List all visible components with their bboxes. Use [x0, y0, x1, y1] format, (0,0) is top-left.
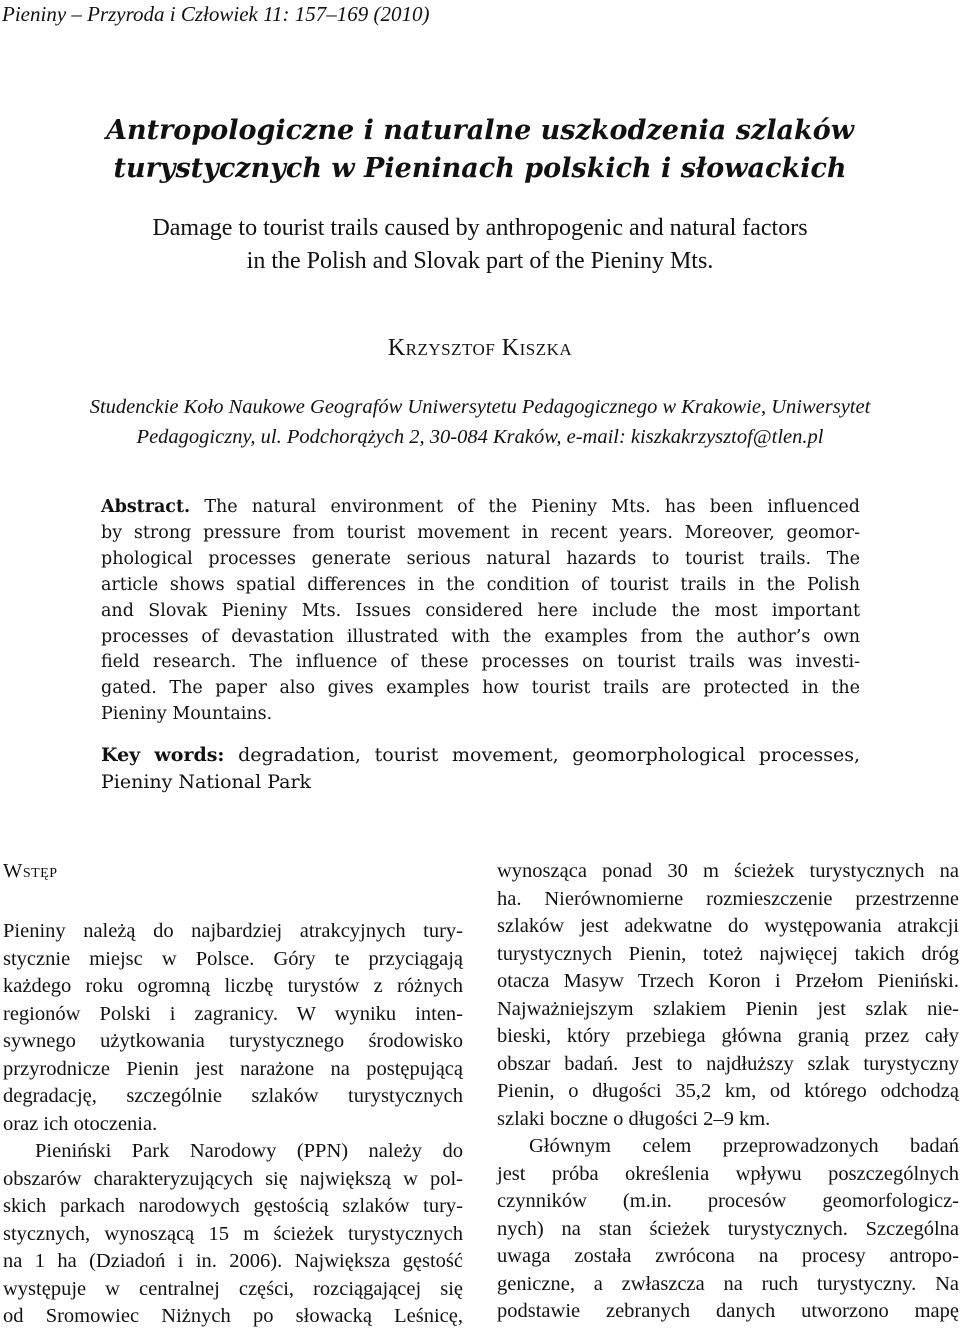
- body-line: degradację, szczególnie szlaków turystycznych: [3, 1085, 463, 1107]
- affiliation-line: Studenckie Koło Naukowe Geografów Uniwersytetu Pedagogicznego w Krakowie, Uniwersytet: [89, 396, 871, 418]
- body-line: podstawie zebranych danych utworzono mapę: [497, 1300, 959, 1322]
- abstract-line: by strong pressure from tourist movement in recent years. Moreover, geomor-: [101, 522, 860, 543]
- body-line: bieski, który przebiega główna granią przez cały: [497, 1025, 959, 1047]
- abstract-line: article shows spatial differences in the condition of tourist trails in the Polish: [101, 574, 860, 595]
- body-line: obszarów charakteryzujących się największą w pol-: [3, 1167, 463, 1190]
- body-line: Pienin, o długości 35,2 km, od którego odchodzą: [497, 1080, 959, 1102]
- section-heading: Wstęp: [3, 860, 58, 882]
- right-column: [497, 858, 959, 1326]
- body-line: Pieniny należą do najbardziej atrakcyjnych tury-: [3, 920, 463, 942]
- body-line: przyrodnicze Pienin jest narażone na postępującą: [3, 1057, 463, 1080]
- left-column: [3, 918, 463, 1331]
- body-line: otacza Masyw Trzech Koron i Przełom Pieniński.: [497, 970, 959, 992]
- body-line: szlaki boczne o długości 2–9 km.: [497, 1107, 771, 1130]
- abstract-line: field research. The influence of these processes on tourist trails was investi-: [101, 652, 860, 673]
- body-line: stycznych, wynoszącą 15 m ścieżek turystycznych: [3, 1222, 463, 1245]
- body-line: czynników (m.in. procesów geomorfologicz-: [497, 1190, 959, 1212]
- abstract-line: gated. The paper also gives examples how tourist trails are protected in the: [101, 678, 860, 699]
- title-line: turystycznych w Pieninach polskich i słowackich: [113, 153, 847, 184]
- abstract: [101, 495, 860, 728]
- body-line: oraz ich otoczenia.: [3, 1112, 158, 1135]
- keywords-line: Pieniny National Park: [101, 771, 312, 793]
- body-line: skich parkach narodowych gęstością szlaków tury-: [3, 1195, 463, 1217]
- abstract-text: The natural environment of the Pieniny Mts. has been influenced: [190, 497, 860, 517]
- abstract-line: and Slovak Pieniny Mts. Issues considered here include the most important: [101, 600, 860, 621]
- body-line: ha. Nierównomierne rozmieszczenie przestrzenne: [497, 887, 959, 910]
- abstract-line: processes of devastation illustrated with the examples from the author’s own: [101, 626, 860, 647]
- keywords-label: Key words:: [101, 744, 225, 766]
- body-line: obszar badań. Jest to najdłuższy szlak turystyczny: [497, 1052, 959, 1075]
- article-subtitle: [0, 212, 960, 278]
- body-line: Pieniński Park Narodowy (PPN) należy do: [35, 1140, 463, 1162]
- body-line: jest próba określenia wpływu poszczególnych: [497, 1162, 959, 1185]
- body-line: każdego roku ogromną liczbę turystów z różnych: [3, 975, 463, 997]
- body-line: Głównym celem przeprowadzonych badań: [529, 1135, 959, 1157]
- body-line: sywnego użytkowania turystycznego środowisko: [3, 1030, 463, 1052]
- body-line: geniczne, a zwłaszcza na ruch turystyczny. Na: [497, 1272, 959, 1295]
- abstract-line: phological processes generate serious natural hazards to tourist trails. The: [101, 548, 860, 569]
- body-line: turystycznych Pienin, toteż najwięcej takich dróg: [497, 942, 959, 965]
- abstract-line: Pieniny Mountains.: [101, 704, 273, 725]
- body-line: na 1 ha (Dziadoń i in. 2006). Największa gęstość: [3, 1250, 463, 1272]
- body-line: wynosząca ponad 30 m ścieżek turystycznych na: [497, 860, 959, 882]
- running-head: Pieniny – Przyroda i Człowiek 11: 157–169 (2010): [2, 2, 430, 26]
- author-name: Krzysztof Kiszka: [387, 335, 573, 361]
- body-line: Najważniejszym szlakiem Pienin jest szlak nie-: [497, 997, 959, 1020]
- body-line: występuje w centralnej części, rozciągającej się: [3, 1277, 463, 1300]
- abstract-line: [101, 495, 860, 521]
- author-affiliation: [0, 392, 960, 452]
- abstract-label: Abstract.: [101, 497, 191, 517]
- keywords-line: [101, 742, 860, 769]
- body-line: uwaga została zwrócona na procesy antropo-: [497, 1245, 959, 1267]
- body-line: regionów Polski i zagranicy. W wyniku inten-: [3, 1002, 463, 1025]
- title-line: Antropologiczne i naturalne uszkodzenia szlaków: [106, 115, 854, 146]
- keywords: [101, 742, 860, 796]
- body-line: szlaków jest adekwatne do występowania atrakcji: [497, 915, 959, 937]
- body-line: nych) na stan ścieżek turystycznych. Szczególna: [497, 1217, 959, 1240]
- affiliation-line: Pedagogiczny, ul. Podchorążych 2, 30-084 Kraków, e-mail: kiszkakrzysztof@tlen.pl: [136, 426, 824, 448]
- subtitle-line: in the Polish and Slovak part of the Pieniny Mts.: [246, 248, 714, 274]
- body-line: stycznie miejsc w Polsce. Góry te przyciągają: [3, 947, 463, 970]
- subtitle-line: Damage to tourist trails caused by anthropogenic and natural factors: [152, 215, 808, 241]
- keywords-text: degradation, tourist movement, geomorphological processes,: [224, 744, 861, 766]
- body-line: od Sromowiec Niżnych po słowacką Leśnicę,: [3, 1305, 463, 1327]
- article-title: [0, 112, 960, 188]
